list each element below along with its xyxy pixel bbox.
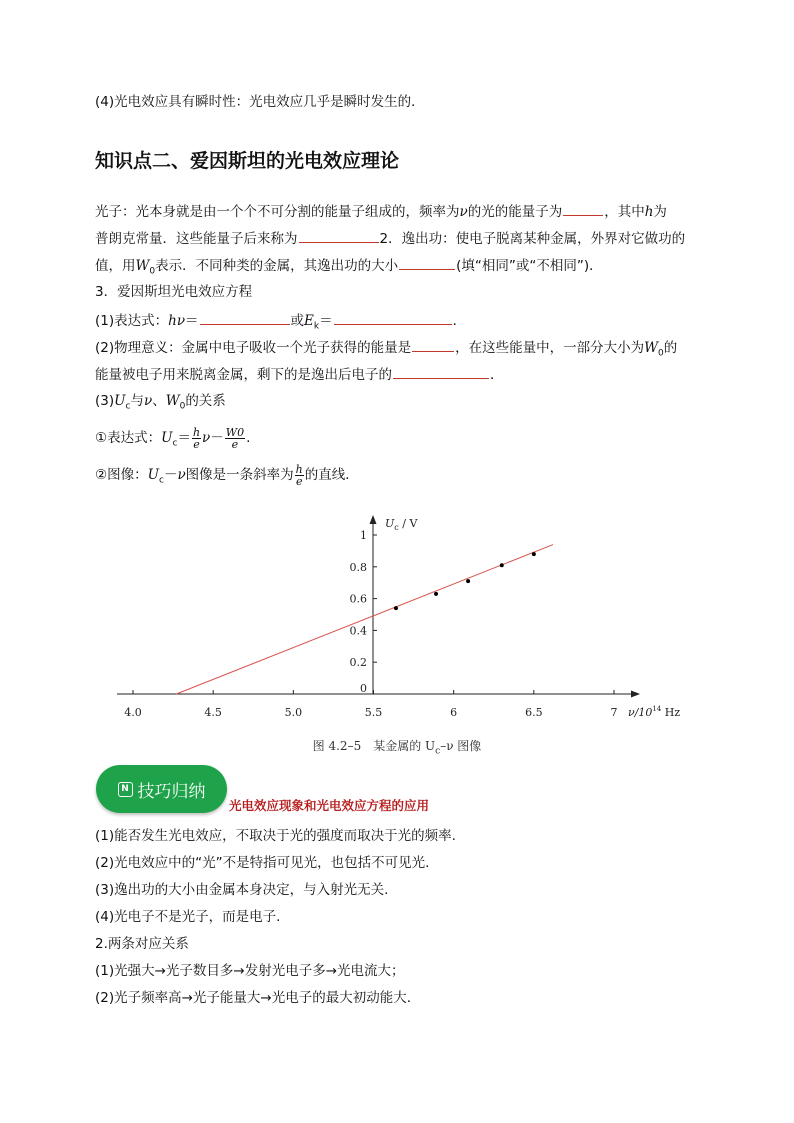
meaning-text: 的 xyxy=(663,340,678,356)
data-point xyxy=(394,606,398,610)
expression-label: ①表达式： xyxy=(95,430,162,446)
period: . xyxy=(246,430,251,446)
uc-symbol: U xyxy=(161,430,173,446)
ek-symbol: E xyxy=(304,313,314,329)
expression-label: (1)表达式： xyxy=(95,313,169,329)
equation-title: 3．爱因斯坦光电效应方程 xyxy=(95,284,253,300)
data-point xyxy=(466,579,470,583)
x-tick-label: 6.5 xyxy=(525,706,543,719)
fraction-denominator: e xyxy=(295,474,303,488)
x-tick-label: 5.0 xyxy=(284,706,303,719)
h-symbol: h xyxy=(644,204,654,220)
tip-item: (2)光电效应中的“光”不是特指可见光，也包括不可见光. xyxy=(95,855,430,871)
nu-symbol: ν xyxy=(143,393,153,409)
x-axis-label: $\nu/10^{14}$ Hz xyxy=(628,705,681,719)
y-tick-label: 0.6 xyxy=(349,592,367,606)
relation-title xyxy=(95,391,226,417)
y-tick-label: 0 xyxy=(360,682,367,695)
x-tick-label: 6 xyxy=(450,706,458,719)
y-axis-arrow xyxy=(370,515,377,524)
uc-subscript: c xyxy=(159,475,164,486)
h-over-e-fraction xyxy=(192,427,201,450)
data-point xyxy=(500,563,504,567)
photon-paragraph-line-2 xyxy=(95,227,685,249)
uc-nu-chart xyxy=(0,505,794,755)
photon-text: 普朗克常量．这些能量子后来称为 xyxy=(95,231,298,247)
tip-item: 2.两条对应关系 xyxy=(95,936,189,952)
nu-symbol: ν xyxy=(177,467,186,483)
photon-text: 的光的能量子为 xyxy=(467,204,563,220)
x-tick-label: 4.5 xyxy=(204,706,222,719)
x-tick-label: 4.0 xyxy=(124,706,142,719)
photon-paragraph-line-3 xyxy=(95,254,603,282)
data-point xyxy=(532,552,536,556)
x-axis-arrow xyxy=(631,691,640,698)
meaning-text: 能量被电子用来脱离金属，剩下的是逸出后电子的 xyxy=(95,367,392,383)
uc-subscript: c xyxy=(172,438,178,449)
relation-text: 的关系 xyxy=(185,393,226,409)
y-tick-label: 1 xyxy=(360,529,367,542)
equals-sign: ＝ xyxy=(177,430,191,446)
fill-blank[interactable] xyxy=(563,200,603,216)
x-tick-label: 7 xyxy=(610,706,618,719)
w0-subscript: 0 xyxy=(149,266,156,277)
meaning-text: (2)物理意义：金属中电子吸收一个光子获得的能量是 xyxy=(95,340,412,356)
w0-subscript: 0 xyxy=(179,401,186,412)
fill-blank[interactable] xyxy=(200,309,290,325)
caption-subscript: c xyxy=(435,746,441,757)
graph-label: ②图像： xyxy=(95,467,148,483)
data-point xyxy=(434,592,438,596)
relation-text: 与 xyxy=(130,393,144,409)
photon-text: (填“相同”或“不相同”)． xyxy=(456,258,603,274)
tips-badge xyxy=(96,765,227,813)
relation-expression xyxy=(95,425,250,457)
meaning-text: ，在这些能量中，一部分大小为 xyxy=(455,340,645,356)
w0-symbol: W xyxy=(644,340,659,356)
caption-text: 图 4.2–5 某金属的 U xyxy=(312,739,436,753)
ek-subscript: k xyxy=(313,321,320,332)
graph-description xyxy=(95,462,359,494)
x-tick-label: 5.5 xyxy=(364,706,383,719)
period: ． xyxy=(452,313,467,329)
caption-text-end: –ν 图像 xyxy=(440,739,482,753)
text-line-4-instantaneous: (4)光电效应具有瞬时性：光电效应几乎是瞬时发生的． xyxy=(95,94,425,110)
photon-paragraph-line-1 xyxy=(95,200,667,222)
uc-subscript: c xyxy=(125,401,131,412)
fill-blank[interactable] xyxy=(299,227,379,243)
fill-blank[interactable] xyxy=(399,254,455,270)
y-tick-label: 0.2 xyxy=(349,656,367,670)
tip-item: (1)能否发生光电效应，不取决于光的强度而取决于光的频率. xyxy=(95,828,456,844)
relation-text: 、 xyxy=(152,393,166,409)
minus-sign: － xyxy=(210,430,224,446)
fill-blank[interactable] xyxy=(393,363,489,379)
equals-sign: ＝ xyxy=(319,313,333,329)
y-tick-label: 0.4 xyxy=(349,624,367,638)
fill-blank[interactable] xyxy=(334,309,452,325)
fraction-numerator: W0 xyxy=(225,425,245,439)
photon-text: 为 xyxy=(653,204,667,220)
uc-symbol: U xyxy=(147,467,159,483)
fraction-numerator: h xyxy=(295,462,303,476)
notebook-icon: N xyxy=(118,782,133,797)
graph-text: 的直线． xyxy=(304,467,359,483)
photon-text: ，其中 xyxy=(604,204,645,220)
tip-item: (2)光子频率高→光子能量大→光电子的最大初动能大. xyxy=(95,990,412,1006)
tip-item: (3)逸出功的大小由金属本身决定，与入射光无关. xyxy=(95,882,389,898)
tip-item: (1)光强大→光子数目多→发射光电子多→光电流大； xyxy=(95,963,405,979)
fraction-denominator: e xyxy=(231,437,239,451)
fraction-numerator: h xyxy=(192,425,201,439)
w0-symbol: W xyxy=(135,258,150,274)
or-text: 或 xyxy=(290,313,305,329)
uc-symbol: U xyxy=(114,393,126,409)
w0-over-e-fraction xyxy=(225,427,245,450)
nu-symbol: ν xyxy=(202,430,211,446)
relation-text: (3) xyxy=(95,393,115,409)
expression-line xyxy=(95,309,466,337)
h-nu-symbol: hν xyxy=(168,313,186,329)
graph-text: 图像是一条斜率为 xyxy=(185,467,294,483)
w0-subscript: 0 xyxy=(658,348,664,359)
fraction-denominator: e xyxy=(193,437,200,451)
photon-text: 光子：光本身就是由一个个不可分割的能量子组成的，频率为 xyxy=(95,204,460,220)
equals-sign: ＝ xyxy=(185,313,199,329)
period: ． xyxy=(490,367,504,383)
badge-label: 技巧归纳 xyxy=(137,781,206,802)
badge-subtitle: 光电效应现象和光电效应方程的应用 xyxy=(229,798,430,813)
photon-text: 值，用 xyxy=(95,258,136,274)
photon-text: 表示．不同种类的金属，其逸出功的大小 xyxy=(155,258,399,274)
photon-text: 2．逸出功：使电子脱离某种金属，外界对它做功的 xyxy=(379,231,686,247)
tip-item: (4)光电子不是光子，而是电子. xyxy=(95,909,281,925)
dash: － xyxy=(163,467,178,483)
figure-caption xyxy=(0,737,794,756)
fill-blank[interactable] xyxy=(412,336,454,352)
physical-meaning-line-2 xyxy=(95,363,504,385)
nu-symbol: ν xyxy=(459,204,468,220)
w0-symbol: W xyxy=(165,393,180,409)
y-tick-label: 0.8 xyxy=(349,560,367,574)
section-heading: 知识点二、爱因斯坦的光电效应理论 xyxy=(95,150,400,172)
physical-meaning-line-1 xyxy=(95,336,677,364)
y-axis-label: $U_c$ / V xyxy=(385,517,418,532)
h-over-e-fraction xyxy=(295,464,304,487)
